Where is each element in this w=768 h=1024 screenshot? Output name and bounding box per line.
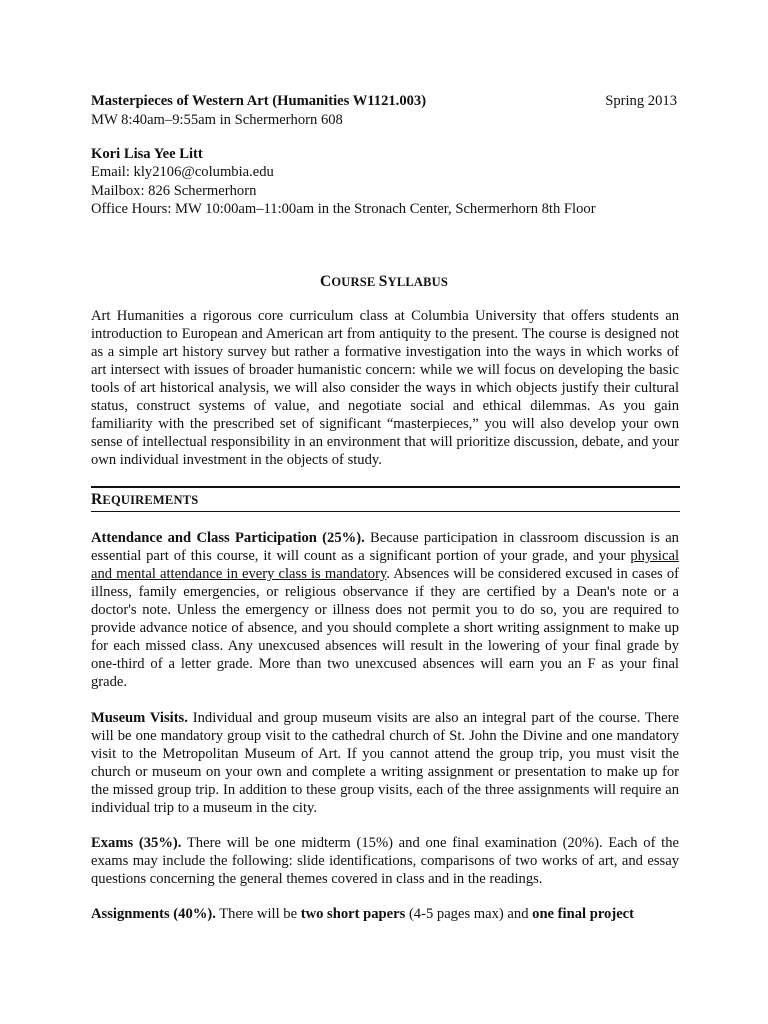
instructor-email: Email: kly2106@columbia.edu — [91, 164, 274, 180]
assignments-project: one final project — [532, 906, 635, 922]
rule-thick — [91, 486, 680, 488]
attendance-title: Attendance and Class Participation (25%). — [91, 530, 365, 546]
rule-thin — [91, 511, 680, 512]
exams-text: There will be one midterm (15%) and one final examination (20%). Each of the exams may include the following: slide identifications, comparisons of two works of art, and essay questions concerning the general themes covered in class and in the readings. — [91, 835, 679, 887]
syllabus-heading — [0, 273, 768, 291]
museum-section — [91, 709, 679, 817]
attendance-mandatory: physical and mental attendance in every class is mandatory — [91, 548, 679, 582]
heading-initial: C — [319, 273, 332, 290]
heading-part: OURSE — [331, 275, 379, 289]
heading-part: EQUIREMENTS — [102, 493, 199, 507]
assignments-papers: two short papers — [300, 906, 406, 922]
intro-paragraph: Art Humanities a rigorous core curriculum class at Columbia University that offers students an introduction to European and American art from antiquity to the present. The course is designed not as a simple art history survey but rather a formative investigation into the ways in which works of art intersect with issues of broader humanistic concern: while we will focus on developing the basic tools of art historical analysis, we will also consider the ways in which objects justify their cultural status, construct systems of value, and negotiate social and ethical dilemmas. As you gain familiarity with the prescribed set of significant “masterpieces,” you will also develop your own sense of intellectual responsibility in an environment that will prioritize discussion, debate, and your own individual investment in the objects of study. — [91, 308, 679, 468]
assignments-section — [91, 905, 679, 923]
heading-part: YLLABUS — [387, 275, 449, 289]
attendance-text: Because participation in classroom discussion is an essential part of this course, it will count as a significant portion of your grade, and your — [91, 530, 679, 564]
instructor-mailbox: Mailbox: 826 Schermerhorn — [91, 183, 257, 199]
exams-title: Exams (35%). — [91, 835, 182, 851]
attendance-section — [91, 529, 679, 691]
heading-initial: R — [91, 491, 103, 508]
exams-section — [91, 834, 679, 888]
instructor-name: Kori Lisa Yee Litt — [91, 146, 203, 162]
heading-initial: S — [378, 273, 388, 290]
course-title: Masterpieces of Western Art (Humanities W1121.003) — [91, 93, 427, 109]
schedule: MW 8:40am–9:55am in Schermerhorn 608 — [91, 112, 343, 128]
assignments-text: There will be — [215, 906, 301, 922]
assignments-text: (4-5 pages max) and — [405, 906, 533, 922]
museum-text: Individual and group museum visits are also an integral part of the course. There will be one mandatory group visit to the cathedral church of St. John the Divine and one mandatory visit to the Metropolitan Museum of Art. If you cannot attend the group trip, you must visit the church or museum on your own and complete a writing assignment or presentation to make up for the missed group trip. In addition to these group visits, each of the three assignments will require an individual trip to a museum in the city. — [91, 710, 680, 816]
office-hours: Office Hours: MW 10:00am–11:00am in the Stronach Center, Schermerhorn 8th Floor — [91, 201, 596, 217]
attendance-text: . Absences will be considered excused in cases of illness, family emergencies, or religious observance if they are certified by a Dean's note or a doctor's note. Unless the emergency or illness does not permit you to do so, you are required to provide advance notice of absence, and you should complete a short writing assignment to make up for each missed class. Any unexcused absences will result in the lowering of your final grade by one-third of a letter grade. More than two unexcused absences will earn you an F as your final grade. — [91, 566, 679, 690]
museum-title: Museum Visits. — [91, 710, 188, 726]
term: Spring 2013 — [605, 93, 677, 109]
assignments-title: Assignments (40%). — [91, 906, 216, 922]
requirements-heading — [91, 491, 198, 509]
